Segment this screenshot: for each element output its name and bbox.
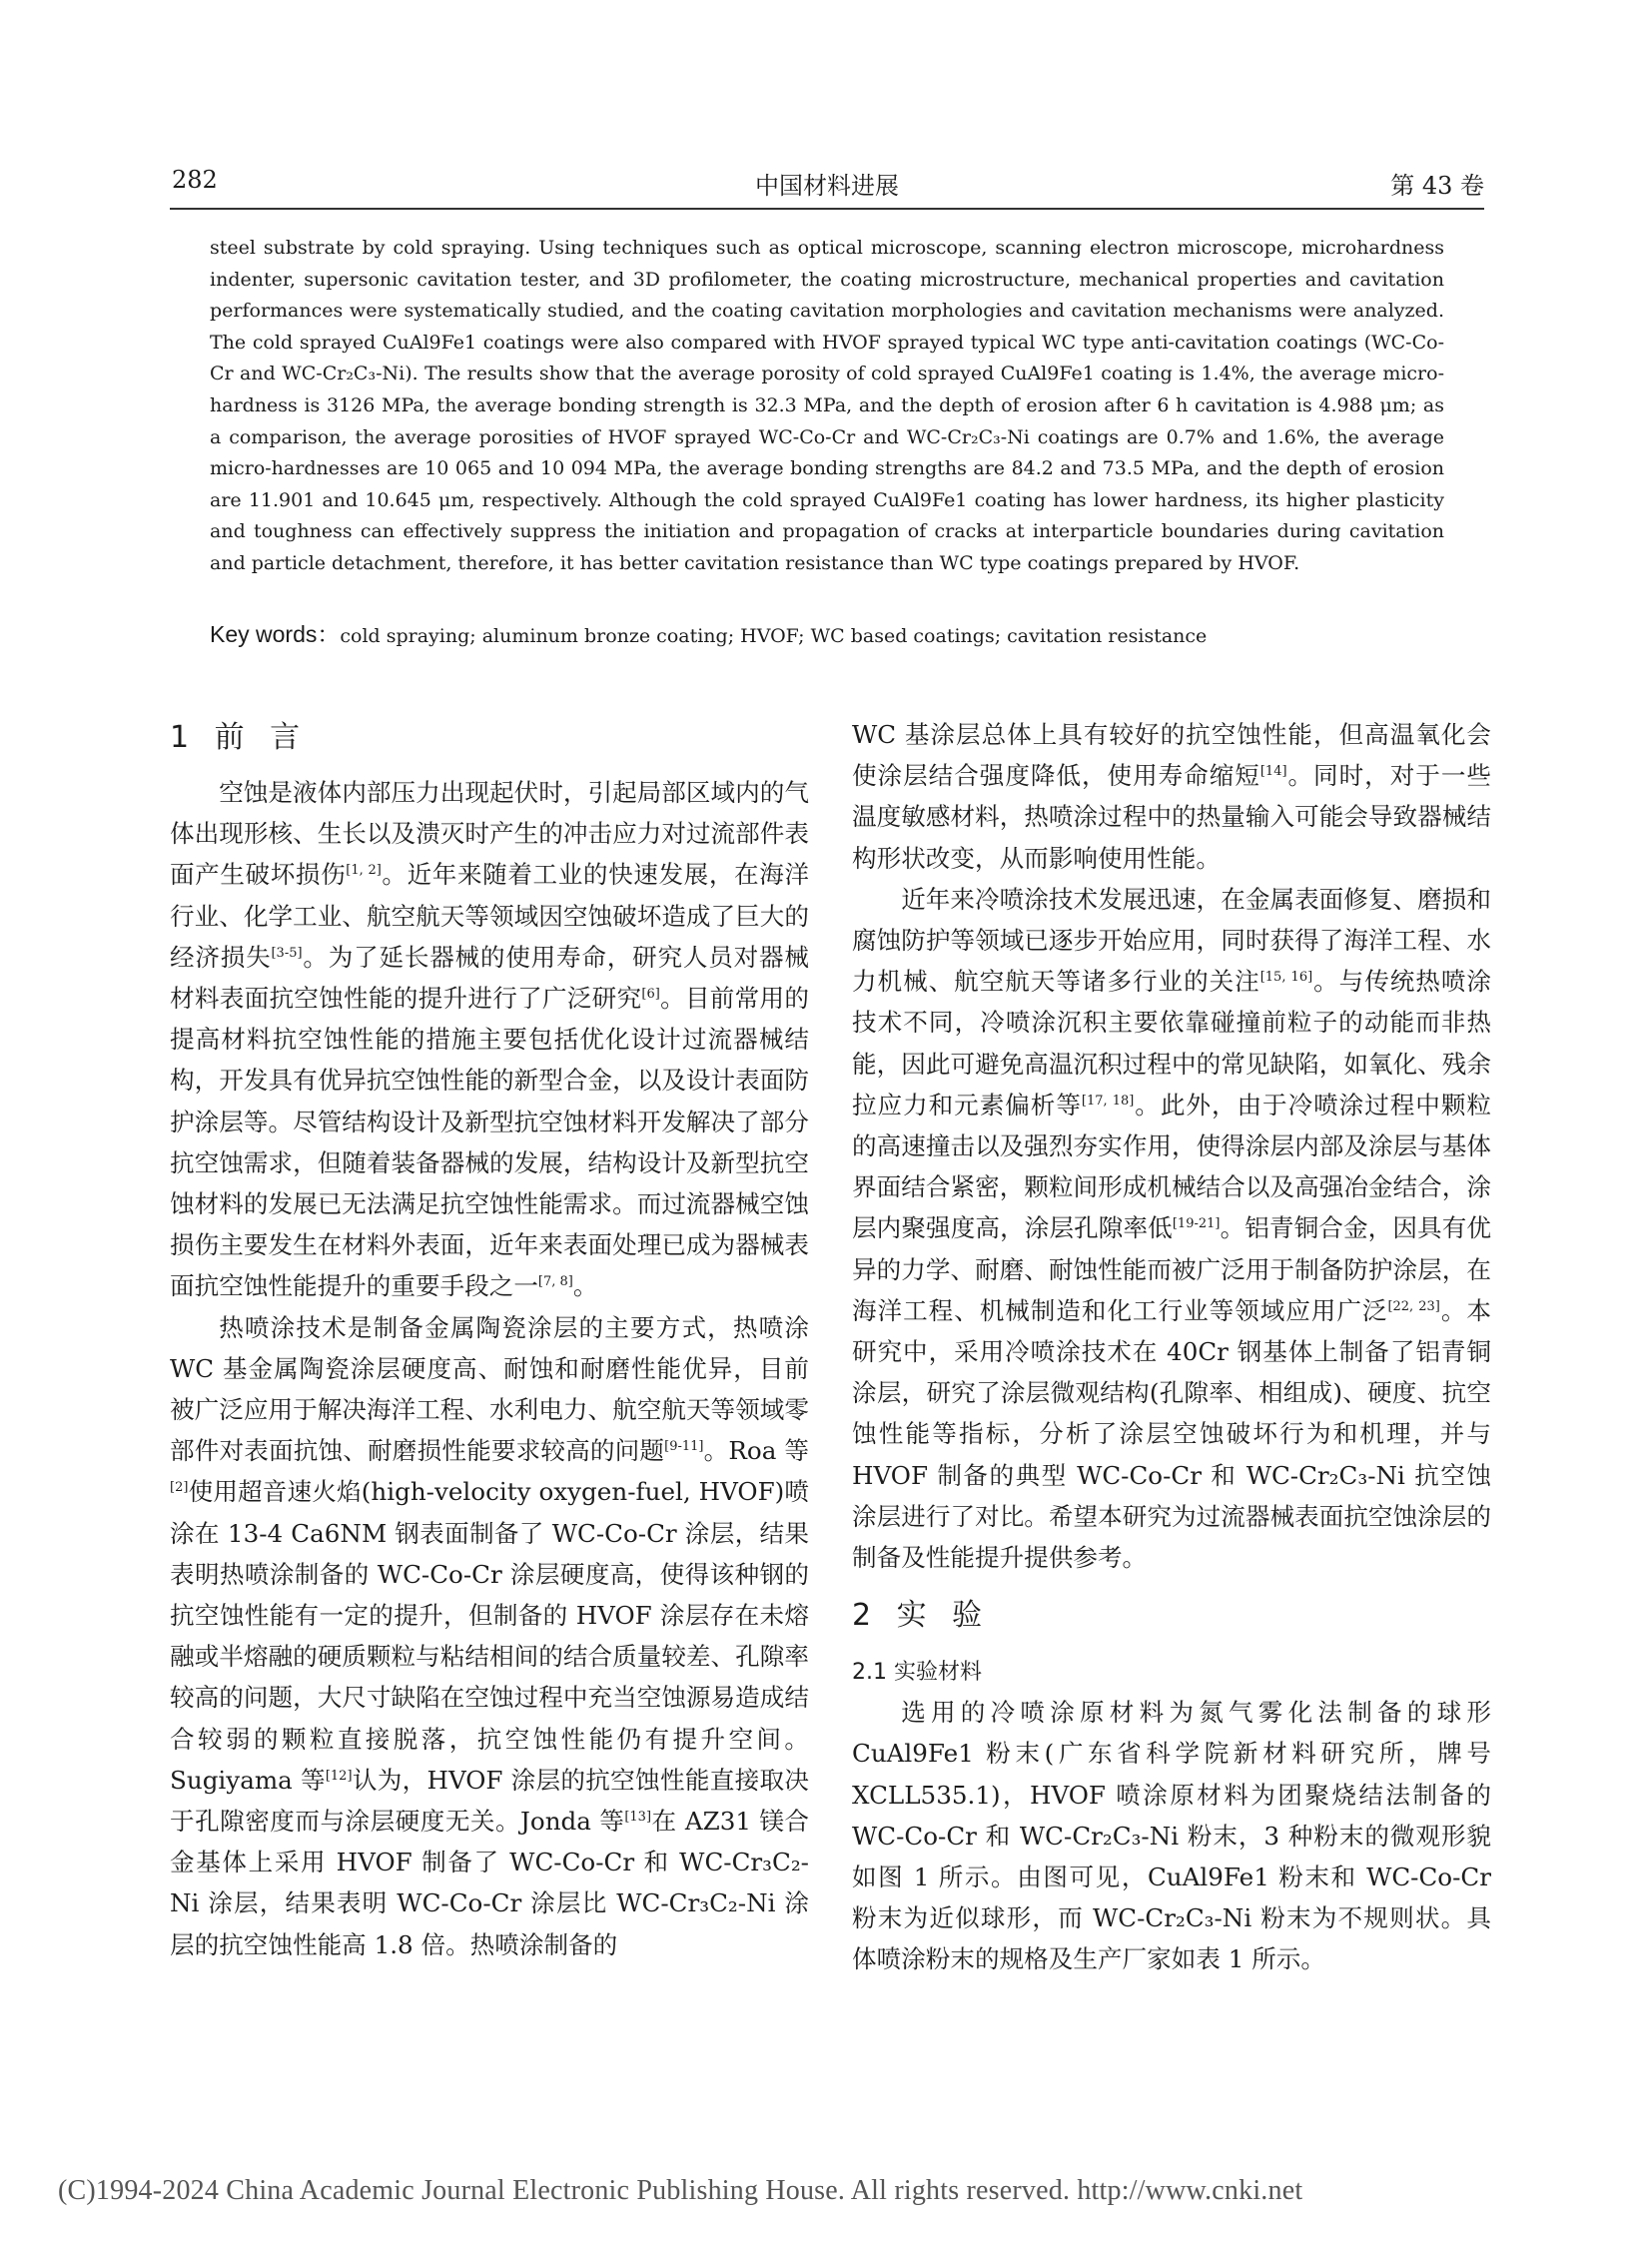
citation: [7, 8] bbox=[537, 1274, 573, 1290]
citation: [3-5] bbox=[271, 945, 303, 961]
running-header bbox=[170, 166, 1484, 206]
citation: [15, 16] bbox=[1259, 970, 1313, 986]
keywords-label: Key words： bbox=[210, 621, 341, 647]
citation: [2] bbox=[170, 1480, 189, 1496]
intro-paragraph-2-continued: WC 基涂层总体上具有较好的抗空蚀性能，但高温氧化会使涂层结合强度降低，使用寿命缩短[14]。同时，对于一些温度敏感材料，热喷涂过程中的热量输入可能会导致器械结构形状改变，从而影响使用性能。 bbox=[852, 720, 1491, 873]
citation: [13] bbox=[624, 1809, 652, 1825]
page-number: 282 bbox=[172, 166, 218, 194]
volume-label: 第 43 卷 bbox=[1390, 172, 1484, 200]
keywords-text: cold spraying; aluminum bronze coating; HVOF; WC based coatings; cavitation resistance bbox=[340, 625, 1208, 647]
intro-paragraph-3: 近年来冷喷涂技术发展迅速，在金属表面修复、磨损和腐蚀防护等领域已逐步开始应用，同时获得了海洋工程、水力机械、航空航天等诸多行业的关注[15, 16]。与传统热喷涂技术不同，冷喷涂沉积主要依靠碰撞前粒子的动能而非热能，因此可避免高温沉积过程中的常见缺陷，如氧化、残余拉应力和元素偏析等[17, 18]。此外，由于冷喷涂过程中颗粒的高速撞击以及强烈夯实作用，使得涂层内部及涂层与基体界面结合紧密，颗粒间形成机械结合以及高强冶金结合，涂层内聚强度高，涂层孔隙率低[19-21]。铝青铜合金，因具有优异的力学、耐磨、耐蚀性能而被广泛用于制备防护涂层，在海洋工程、机械制造和化工行业等领域应用广泛[22, 23]。本研究中，采用冷喷涂技术在 40Cr 钢基体上制备了铝青铜涂层，研究了涂层微观结构(孔隙率、相组成)、硬度、抗空蚀性能等指标，分析了涂层空蚀破坏行为和机理，并与 HVOF 制备的典型 WC-Co-Cr 和 WC-Cr₂C₃-Ni 抗空蚀涂层进行了对比。希望本研究为过流器械表面抗空蚀涂层的制备及性能提升提供参考。 bbox=[852, 884, 1491, 1573]
citation: [1, 2] bbox=[346, 863, 382, 879]
citation: [17, 18] bbox=[1081, 1093, 1135, 1109]
english-abstract: steel substrate by cold spraying. Using techniques such as optical microscope, scanning electron microscope, microhardness indenter, supersonic cavitation tester, and 3D profilometer, the coating microstructure, mechanical properties and cavitation performances were systematically studied, and the coating cavitation morphologies and cavitation mechanisms were analyzed. The cold sprayed CuAl9Fe1 coatings were also compared with HVOF sprayed typical WC type anti-cavitation coatings (WC-Co-Cr and WC-Cr₂C₃-Ni). The results show that the average porosity of cold sprayed CuAl9Fe1 coating is 1.4%, the average micro-hardness is 3126 MPa, the average bonding strength is 32.3 MPa, and the depth of erosion after 6 h cavitation is 4.988 μm; as a comparison, the average porosities of HVOF sprayed WC-Co-Cr and WC-Cr₂C₃-Ni coatings are 0.7% and 1.6%, the average micro-hardnesses are 10 065 and 10 094 MPa, the average bonding strengths are 84.2 and 73.5 MPa, and the depth of erosion are 11.901 and 10.645 μm, respectively. Although the cold sprayed CuAl9Fe1 coating has lower hardness, its higher plasticity and toughness can effectively suppress the initiation and propagation of cracks at interparticle boundaries during cavitation and particle detachment, therefore, it has better cavitation resistance than WC type coatings prepared by HVOF. bbox=[210, 237, 1444, 574]
intro-paragraph-1: 空蚀是液体内部压力出现起伏时，引起局部区域内的气体出现形核、生长以及溃灭时产生的冲击应力对过流部件表面产生破坏损伤[1, 2]。近年来随着工业的快速发展，在海洋行业、化学工业、航空航天等领域因空蚀破坏造成了巨大的经济损失[3-5]。为了延长器械的使用寿命，研究人员对器械材料表面抗空蚀性能的提升进行了广泛研究[6]。目前常用的提高材料抗空蚀性能的措施主要包括优化设计过流器械结构，开发具有优异抗空蚀性能的新型合金，以及设计表面防护涂层等。尽管结构设计及新型抗空蚀材料开发解决了部分抗空蚀需求，但随着装备器械的发展，结构设计及新型抗空蚀材料的发展已无法满足抗空蚀性能需求。而过流器械空蚀损伤主要发生在材料外表面，近年来表面处理已成为器械表面抗空蚀性能提升的重要手段之一[7, 8]。 bbox=[170, 778, 809, 1301]
section-1-heading: 1 前 言 bbox=[170, 720, 309, 755]
copyright-footer: (C)1994-2024 China Academic Journal Electronic Publishing House. All rights reserved. http://www.cnki.net bbox=[58, 2175, 1303, 2206]
journal-name: 中国材料进展 bbox=[755, 172, 899, 200]
citation: [14] bbox=[1259, 764, 1287, 780]
citation: [9-11] bbox=[664, 1439, 704, 1455]
citation: [19-21] bbox=[1172, 1216, 1221, 1232]
section-2-heading: 2 实 验 bbox=[852, 1598, 991, 1634]
subsection-2-1-heading: 2.1 实验材料 bbox=[852, 1660, 982, 1686]
citation: [12] bbox=[325, 1768, 353, 1784]
citation: [6] bbox=[641, 986, 660, 1002]
materials-paragraph: 选用的冷喷涂原材料为氮气雾化法制备的球形 CuAl9Fe1 粉末(广东省科学院新材料研究所，牌号 XCLL535.1)，HVOF 喷涂原材料为团聚烧结法制备的 WC-Co-Cr 和 WC-Cr₂C₃-Ni 粉末，3 种粉末的微观形貌如图 1 所示。由图可见，CuAl9Fe1 粉末和 WC-Co-Cr 粉末为近似球形，而 WC-Cr₂C₃-Ni 粉末为不规则状。具体喷涂粉末的规格及生产厂家如表 1 所示。 bbox=[852, 1698, 1491, 1974]
citation: [22, 23] bbox=[1387, 1298, 1440, 1314]
intro-paragraph-2: 热喷涂技术是制备金属陶瓷涂层的主要方式，热喷涂 WC 基金属陶瓷涂层硬度高、耐蚀和耐磨性能优异，目前被广泛应用于解决海洋工程、水利电力、航空航天等领域零部件对表面抗蚀、耐磨损性能要求较高的问题[9-11]。Roa 等[2]使用超音速火焰(high-velocity oxygen-fuel, HVOF)喷涂在 13-4 Ca6NM 钢表面制备了 WC-Co-Cr 涂层，结果表明热喷涂制备的 WC-Co-Cr 涂层硬度高，使得该种钢的抗空蚀性能有一定的提升，但制备的 HVOF 涂层存在未熔融或半熔融的硬质颗粒与粘结相间的结合质量较差、孔隙率较高的问题，大尺寸缺陷在空蚀过程中充当空蚀源易造成结合较弱的颗粒直接脱落，抗空蚀性能仍有提升空间。Sugiyama 等[12]认为，HVOF 涂层的抗空蚀性能直接取决于孔隙密度而与涂层硬度无关。Jonda 等[13]在 AZ31 镁合金基体上采用 HVOF 制备了 WC-Co-Cr 和 WC-Cr₃C₂-Ni 涂层，结果表明 WC-Co-Cr 涂层比 WC-Cr₃C₂-Ni 涂层的抗空蚀性能高 1.8 倍。热喷涂制备的 bbox=[170, 1312, 809, 1959]
right-column bbox=[852, 714, 1491, 1980]
left-column bbox=[170, 714, 809, 1965]
keywords-line bbox=[210, 616, 1468, 649]
header-rule bbox=[170, 208, 1484, 210]
